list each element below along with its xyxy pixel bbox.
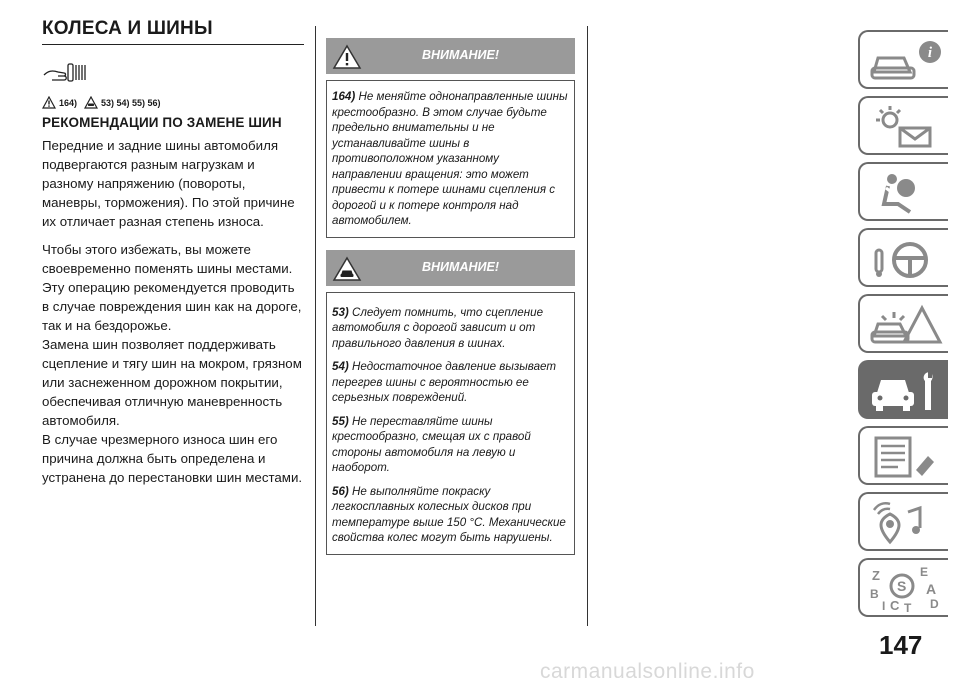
section-heading: РЕКОМЕНДАЦИИ ПО ЗАМЕНЕ ШИН — [42, 115, 282, 130]
warning-item — [332, 414, 568, 476]
warning-item — [332, 484, 568, 546]
item-number: 53) — [332, 305, 349, 319]
item-text: Недостаточное давление вызывает перегрев шины с вероятностью ее серьезных повреждений. — [332, 360, 556, 404]
warning-item — [332, 359, 568, 406]
index-letter: S — [897, 578, 907, 594]
ref-53-56: 53) 54) 55) 56) — [101, 97, 161, 108]
main-column — [42, 18, 304, 487]
index-abc-icon — [868, 566, 948, 612]
column-divider-2 — [587, 26, 588, 626]
car-info-icon — [868, 38, 948, 84]
page-number: 147 — [879, 630, 923, 660]
warning-triangle-icon — [42, 96, 56, 109]
ref-164: 164) — [59, 97, 78, 108]
tire-hand-icon — [42, 61, 102, 83]
warning-header-1 — [326, 38, 575, 74]
airbag-safety-icon — [868, 170, 948, 216]
warning-heading-1: ВНИМАНИЕ! — [421, 48, 499, 62]
tab-car-info[interactable] — [858, 30, 948, 89]
steering-wheel-icon — [868, 236, 948, 282]
item-number: 164) — [332, 90, 356, 103]
tab-emergency[interactable] — [858, 294, 948, 353]
tab-index[interactable] — [858, 558, 948, 617]
tab-multimedia[interactable] — [858, 492, 948, 551]
column-divider-1 — [315, 26, 316, 626]
dashboard-lights-icon — [868, 104, 948, 150]
page-title: КОЛЕСА И ШИНЫ — [42, 18, 304, 45]
warning-header-2 — [326, 250, 575, 286]
car-warning-triangle-icon — [84, 96, 98, 109]
tab-steering[interactable] — [858, 228, 948, 287]
item-text: Не переставляйте шины крестообразно, смещая их с правой стороны автомобиля на левую и наоборот. — [332, 414, 531, 474]
tab-technical-data[interactable] — [858, 426, 948, 485]
item-number: 55) — [332, 414, 349, 428]
item-text: Следует помнить, что сцепление автомобиля с дорогой зависит и от правильного давления в шинах. — [332, 305, 544, 350]
warnings-column — [326, 38, 575, 555]
footer-watermark: carmanualsonline.info — [540, 660, 755, 683]
emergency-warning-icon — [868, 302, 948, 348]
item-number: 56) — [332, 484, 349, 498]
warning-item — [332, 89, 568, 229]
tab-maintenance[interactable] — [858, 360, 948, 419]
index-letter: I — [882, 599, 886, 612]
index-letter: Z — [872, 568, 880, 583]
paragraph-4: В случае чрезмерного износа шин его причина должна быть определена и устранена до перестановки шин местами. — [42, 432, 303, 485]
index-letter: A — [926, 581, 937, 597]
paragraph-3: Замена шин позволяет поддерживать сцепление и тягу шин на мокром, грязном или заснеженном дорожном покрытии, обеспечивая отличную маневренность автомобиля. — [42, 337, 302, 428]
tab-airbag-safety[interactable] — [858, 162, 948, 221]
index-letter: C — [890, 598, 900, 612]
item-number: 54) — [332, 360, 349, 373]
svg-text:i: i — [927, 45, 933, 61]
item-text: Не выполняйте покраску легкосплавных колесных дисков при температуре выше 150 °C. Механические свойства колес могут быть нарушены. — [332, 484, 566, 544]
warning-box-2 — [326, 292, 575, 555]
tab-dashboard-lights[interactable] — [858, 96, 948, 155]
car-maintenance-icon — [868, 368, 948, 414]
index-letter: T — [904, 601, 912, 612]
paragraph-1: Передние и задние шины автомобиля подвергаются разным нагрузкам и разному напряжению (повороты, маневры, торможения). По этой причине их отличает разная степень износа. — [42, 138, 295, 229]
index-letter: D — [930, 597, 939, 611]
index-letter: B — [870, 587, 879, 601]
index-letter: E — [920, 566, 929, 579]
technical-data-icon — [868, 434, 948, 480]
paragraph-2: Чтобы этого избежать, вы можете своевременно поменять шины местами. Эту операцию рекомендуется проводить в случае повреждения шин как на дороге, так и на бездорожье. — [42, 242, 302, 333]
warning-box-1 — [326, 80, 575, 238]
multimedia-icon — [868, 500, 948, 546]
warning-heading-2: ВНИМАНИЕ! — [421, 259, 499, 274]
warning-item — [332, 305, 568, 352]
warning-references — [42, 96, 304, 109]
item-text: Не меняйте однонаправленные шины крестообразно. В этом случае будьте предельно внимательны и не устанавливайте шины в противоположном указанному направлении вращения: это может привести к потере шинами сцепления с дорогой и к потере контроля над автомобилем. — [332, 90, 568, 227]
